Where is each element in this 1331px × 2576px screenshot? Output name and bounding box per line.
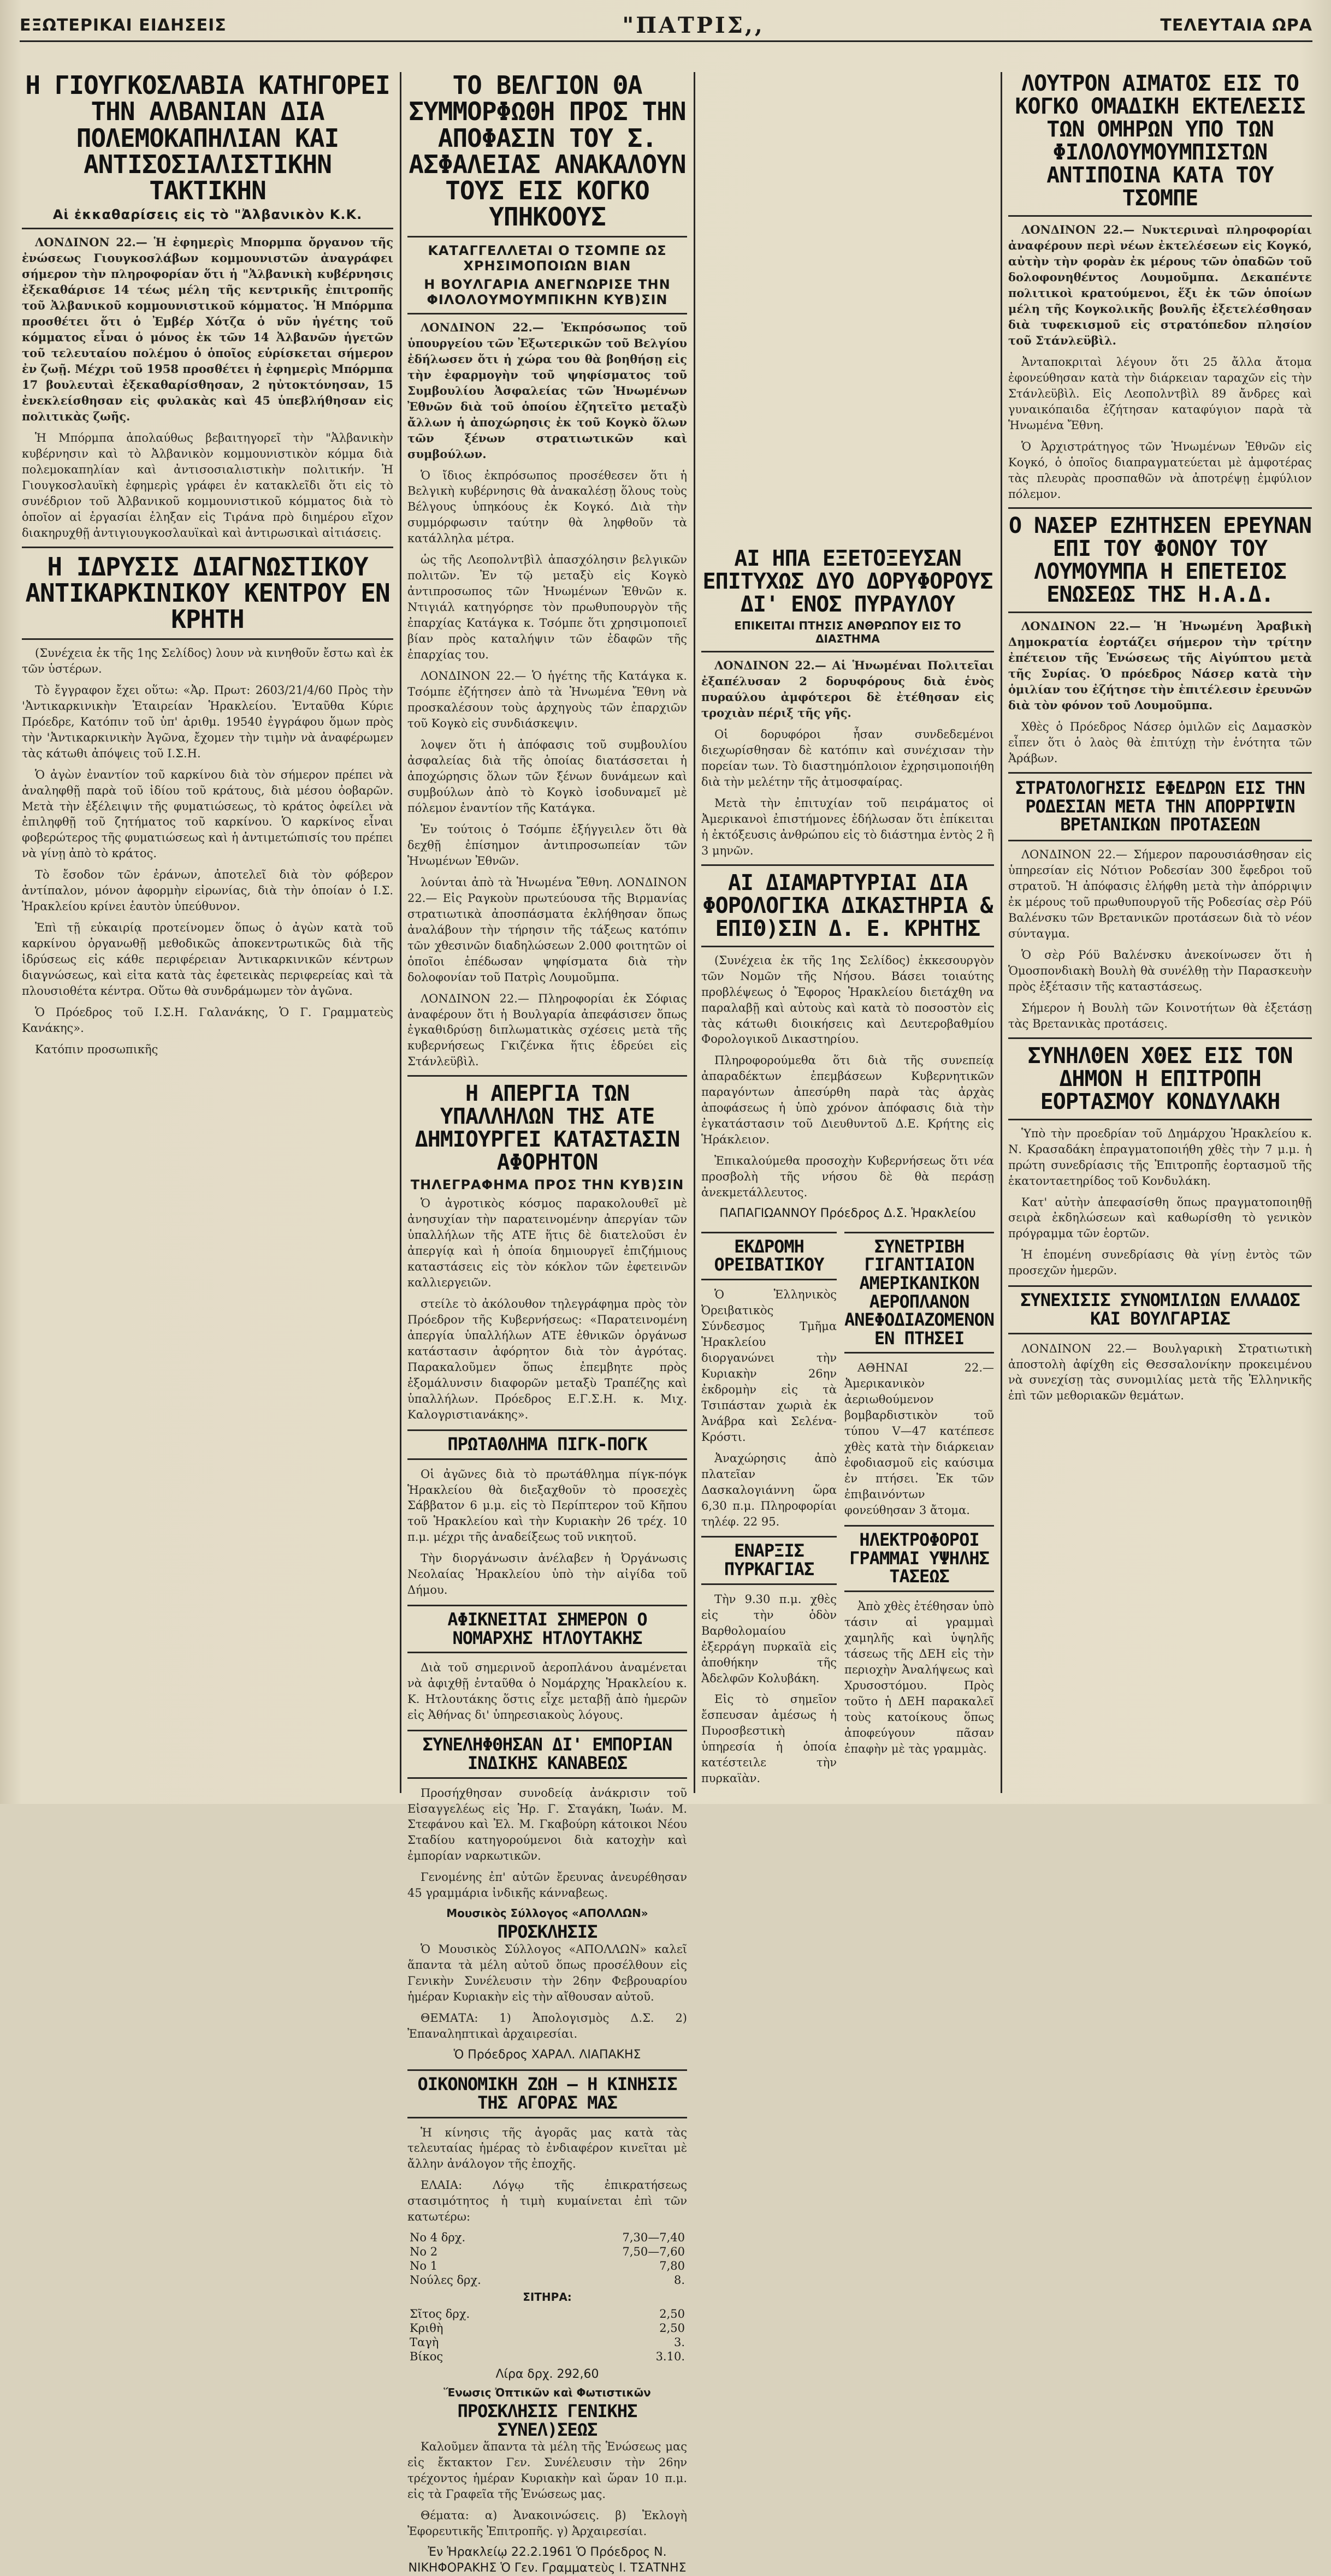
notice-org-apollon: Μουσικὸς Σύλλογος «ΑΠΟΛΛΩΝ»	[446, 1907, 648, 1920]
subheadline-space-flight: ΕΠΙΚΕΙΤΑΙ ΠΤΗΣΙΣ ΑΝΘΡΩΠΟΥ ΕΙΣ ΤΟ ΔΙΑΣΤΗΜΑ	[734, 619, 961, 645]
headline-belgium: ΤΟ ΒΕΛΓΙΟΝ ΘΑ ΣΥΜΜΟΡΦΩΘΗ ΠΡΟΣ ΤΗΝ ΑΠΟΦΑΣΙΝ ΤΟΥ Σ. ΑΣΦΑΛΕΙΑΣ ΑΝΑΚΑΛΟΥΝ ΤΟΥΣ ΕΙΣ ΚΟΓΚΟ ΥΠΗΚΟΟΥΣ	[409, 70, 686, 232]
article-cancer-center: (Συνέχεια ἐκ τῆς 1ης Σελίδος) λουν νὰ κινηθοῦν ἔστω καὶ ἐκ τῶν ὑστέρων. Τὸ ἔγγραφον ἔχει οὕτω: «Ἀρ. Πρωτ: 2603/21/4/60 Πρὸς τὴν 'Ἀντικαρκινικὴν Ἑταιρείαν Ἡρακλείου. Ἐνταῦθα Κύριε Πρόεδρε, Κατόπιν τοῦ ὑπ' ἀριθμ. 19540 ἐγγράφου ὅμων πρὸς τὴν 'Ἀντικαρκινικὴν Ἀγῶνα, ἔχομεν τὴν τιμὴν νὰ ἀναφέρωμεν τὰς κάτωθι ἀπόψεις τοῦ Ι.Σ.Η. Ὁ ἀγὼν ἐναντίον τοῦ καρκίνου διὰ τὸν σήμερον πρέπει νὰ ἀναληφθῇ παρὰ τοῦ ἰδίου τοῦ κράτους, διὰ μέσου ὀοβαρῶν. Μετὰ τὴν ἐξέλειψιν τῆς φυματιώσεως, τὸ κράτος ὀφείλει νὰ ἐπιληφθῇ τοῦ ζητήματος τοῦ καρκίνου. Ὁ καρκίνος εἶναι φοβερώτερος τῆς φυματιώσεως καὶ ἡ ἀντιμετώπισίς του πρέπει νὰ γίνῃ ἀπὸ τὸ κράτος. Τὸ ἔσοδον τῶν ἐράνων, ἀποτελεῖ διὰ τὸν φόβερον ἀντίπαλον, μόνον ἀφορμὴν εἰρωνίας, διὰ τὴν ὁποίαν ὁ Ι.Σ. Ἡρακλείου κρίνει ἑαυτὸν ὑπεύθυνον. Ἐπὶ τῇ εὐκαιρίᾳ προτείνομεν ὅπως ὁ ἀγὼν κατὰ τοῦ καρκίνου ὀργανωθῇ μεθοδικῶς ἀποκεντρωτικῶς διὰ τῆς ἱδρύσεως εἰς κάθε περιφέρειαν Ἀντικαρκινικῶν κέντρων διαγνώσεως, καὶ εἰτα κατὰ τὰς ἐφετεικὰς περιφερείας καὶ τὰ πλουσιοθέτα κέντρα. Οὕτω θὰ συνδράμωμεν τὸν ἀγῶνα. Ὁ Πρόεδρος τοῦ Ι.Σ.Η. Γαλανάκης, Ὁ Γ. Γραμματεὺς Κανάκης». Κατόπιν προσωπικῆς	[22, 646, 393, 1056]
article-market: Ἡ κίνησις τῆς ἀγορᾶς μας κατὰ τὰς τελευταίας ἡμέρας τὸ ἐνδιαφέρον κινεῖται μὲ ἄλλην ἀνάλογον τῆς ἐποχῆς. ΕΛΑΙΑ: Λόγῳ τῆς ἐπικρατήσεως στασιμότητος ἡ τιμὴ κυμαίνεται ἐπὶ τῶν κατωτέρω:	[407, 2126, 687, 2224]
headline-hiking-trip: ΕΚΔΡΟΜΗ ΟΡΕΙΒΑΤΙΚΟΥ	[714, 1236, 824, 1275]
headline-nasser: Ο ΝΑΣΕΡ ΕΖΗΤΗΣΕΝ ΕΡΕΥΝΑΝ ΕΠΙ ΤΟΥ ΦΟΝΟΥ ΤΟΥ ΛΟΥΜΟΥΜΠΑ Η ΕΠΕΤΕΙΟΣ ΕΝΩΣΕΩΣ ΤΗΣ Η.Α.Δ.	[1009, 513, 1311, 608]
article-nasser: ΛΟΝΔΙΝΟΝ 22.— Ἡ Ἡνωμένη Ἀραβικὴ Δημοκρατία ἑορτάζει σήμερον τὴν τρίτην ἐπέτειον τῆς Ἑνώσεως τῆς Αἰγύπτου μετὰ τῆς Συρίας. Ὁ πρόεδρος Νάσερ κατὰ τὴν ὁμιλίαν του ἐζήτησε τὴν ἐπιτέλεσιν ἐρευνῶν διὰ τὸν φόνον τοῦ Λουμοῦμπα. Χθὲς ὁ Πρόεδρος Νάσερ ὁμιλῶν εἰς Δαμασκὸν εἶπεν ὅτι ὁ λαὸς θὰ ἐπιτύχῃ τὴν ἑνότητα τῶν Ἀράβων.	[1008, 619, 1312, 765]
headline-power-lines: ΗΛΕΚΤΡΟΦΟΡΟΙ ΓΡΑΜΜΑΙ ΥΨΗΛΗΣ ΤΑΣΕΩΣ	[849, 1529, 989, 1587]
table-row: Κριθὴ 2,50	[410, 2322, 685, 2335]
table-row: Νο 1 7,80	[410, 2259, 685, 2273]
notice-invitation: Ὁ Μουσικὸς Σύλλογος «ΑΠΟΛΛΩΝ» καλεῖ ἅπαντα τὰ μέλη αὐτοῦ ὅπως προσέλθουν εἰς Γενικὴν Συνέλευσιν τὴν 26ην Φεβρουαρίου ἡμέραν Κυριακὴν εἰς τὴν αἴθουσαν αὐτοῦ. ΘΕΜΑΤΑ: 1) Ἀπολογισμὸς Δ.Σ. 2) Ἐπαναληπτικαὶ ἀρχαιρεσίαι.	[407, 1942, 687, 2040]
headline-market: ΟΙΚΟΝΟΜΙΚΗ ΖΩΗ — Η ΚΙΝΗΣΙΣ ΤΗΣ ΑΓΟΡΑΣ ΜΑΣ	[417, 2074, 677, 2113]
article-hemp-arrests: Προσήχθησαν συνοδείᾳ ἀνάκρισιν τοῦ Εἰσαγγελέως εἰς Ἡρ. Γ. Σταγάκη, Ἰωάν. Μ. Στεφάνου καὶ Ἐλ. Μ. Γκαβούρη κάτοικοι Νέου Σταδίου κατηγορούμενοι διὰ κατοχὴν καὶ ἐμπορίαν ναρκωτικῶν. Γενομένης ἐπ' αὐτῶν ἔρευνας ἀνευρέθησαν 45 γραμμάρια ἰνδικῆς κάνναβεως.	[407, 1786, 687, 1900]
subheadline-tshombe: ΚΑΤΑΓΓΕΛΛΕΤΑΙ Ο ΤΣΟΜΠΕ ΩΣ ΧΡΗΣΙΜΟΠΟΙΩΝ ΒΙΑΝ	[428, 242, 667, 274]
column-2	[407, 70, 687, 2575]
article-ping-pong: Οἱ ἀγῶνες διὰ τὸ πρωτάθλημα πίγκ-πόγκ Ἡρακλείου θὰ διεξαχθοῦν τὸ προσεχὲς Σάββατον 6 μ.μ. εἰς τὸ Περίπτερον τοῦ Κῆπου τοῦ Ἡρακλείου καὶ τὴν Κυριακὴν 26 τρέχ. 10 π.μ. μέχρι τῆς ἀναδείξεως τοῦ νικητοῦ. Τὴν διοργάνωσιν ἀνέλαβεν ἡ Ὀργάνωσις Νεολαίας Ἡρακλείου ὑπὸ τὴν αἰγίδα τοῦ Δήμου.	[407, 1467, 687, 1597]
article-kondylakis: Ὑπὸ τὴν προεδρίαν τοῦ Δημάρχου Ἡρακλείου κ. Ν. Κρασαδάκη ἐπραγματοποιήθη χθὲς τὴν 7 μ.μ. ἡ πρώτη συνεδρίασις τῆς Ἐπιτροπῆς ἑορτασμοῦ τῆς ἑκατονταετηρίδος τοῦ Κονδυλάκη. Κατ' αὐτὴν ἀπεφασίσθη ὅπως πραγματοποιηθῇ σειρὰ ἐκδηλώσεων καὶ καθωρίσθη τὸ γενικὸν πρόγραμμα τῶν ἑορτῶν. Ἡ ἑπομένη συνεδρίασις θὰ γίνῃ ἐντὸς τῶν προσεχῶν ἡμερῶν.	[1008, 1126, 1312, 1278]
headline-cancer-center: Η ΙΔΡΥΣΙΣ ΔΙΑΓΝΩΣΤΙΚΟΥ ΑΝΤΙΚΑΡΚΙΝΙΚΟΥ ΚΕΝΤΡΟΥ ΕΝ ΚΡΗΤΗ	[25, 551, 390, 634]
notice-signature: Ὁ Πρόεδρος ΧΑΡΑΛ. ΛΙΑΠΑΚΗΣ	[453, 2047, 641, 2062]
column-rule	[1001, 72, 1002, 1793]
masthead-bar	[20, 10, 1312, 42]
article-greece-bulgaria: ΛΟΝΔΙΝΟΝ 22.— Βουλγαρικὴ Στρατιωτικὴ ἀποστολὴ ἀφίχθη εἰς Θεσσαλονίκην προκειμένου νὰ συνεχίσῃ τὰς συνομιλίας μετὰ τῆς Ἑλληνικῆς ἐπὶ τῶν μεθοριακῶν θεμάτων.	[1008, 1342, 1312, 1403]
article-us-satellites: ΛΟΝΔΙΝΟΝ 22.— Αἱ Ἡνωμέναι Πολιτεῖαι ἐξαπέλυσαν 2 δορυφόρους διὰ ἑνὸς πυραύλου ἀμφότεροι δὲ ἐτέθησαν εἰς τροχιὰν πέριξ τῆς γῆς. Οἱ δορυφόροι ἦσαν συνδεδεμένοι διεχωρίσθησαν δὲ κατόπιν καὶ συνέχισαν τὴν πορείαν των. Τὸ διαστημόπλοιον ἐχρησιμοποιήθη διὰ τὴν μελέτην τῆς ἀτμοσφαίρας. Μετὰ τὴν ἐπιτυχίαν τοῦ πειράματος οἱ Ἀμερικανοὶ ἐπιστήμονες ἐδήλωσαν ὅτι ἐπίκειται ἡ ἐκτόξευσις ἀνθρώπου εἰς τὸ διάστημα ἐντὸς 2 ἢ 3 μηνῶν.	[701, 658, 994, 857]
article-plane-crash: ΑΘΗΝΑΙ 22.— Ἀμερικανικὸν ἀεριωθούμενον βομβαρδιστικὸν τοῦ τύπου V—47 κατέπεσε χθὲς κατὰ τὴν διάρκειαν ἐφοδιασμοῦ εἰς καύσιμα ἐν πτήσει. Ἐκ τῶν ἐπιβαινόντων φονεύθησαν 3 ἄτομα.	[844, 1361, 994, 1517]
grains-title: ΣΙΤΗΡΑ:	[523, 2290, 572, 2304]
notice-org-optical: Ἕνωσις Ὀπτικῶν καὶ Φωτιστικῶν	[443, 2385, 651, 2399]
headline-greece-bulgaria: ΣΥΝΕΧΙΣΙΣ ΣΥΝΟΜΙΛΙΩΝ ΕΛΛΑΔΟΣ ΚΑΙ ΒΟΥΛΓΑΡΙΑΣ	[1020, 1290, 1300, 1329]
column-rule	[400, 72, 401, 1793]
section-label-right: ΤΕΛΕΥΤΑΙΑ ΩΡΑ	[1160, 15, 1312, 35]
headline-hemp-arrests: ΣΥΝΕΛΗΦΘΗΣΑΝ ΔΙ' ΕΜΠΟΡΙΑΝ ΙΝΔΙΚΗΣ ΚΑΝΑΒΕΩΣ	[422, 1734, 672, 1773]
subheadline-bulgaria: Η ΒΟΥΛΓΑΡΙΑ ΑΝΕΓΝΩΡΙΣΕ ΤΗΝ ΦΙΛΟΛΟΥΜΟΥΜΠΙΚΗΝ ΚΥΒ)ΣΙΝ	[424, 276, 671, 307]
newspaper-title: "ΠΑΤΡΙΣ,,	[622, 12, 765, 38]
price-table-grains	[407, 2307, 687, 2364]
column-4	[1008, 72, 1312, 1793]
column-3	[701, 72, 994, 1793]
article-rhodesia: ΛΟΝΔΙΝΟΝ 22.— Σήμερον παρουσιάσθησαν εἰς ὑπηρεσίαν εἰς Νότιον Ροδεσίαν 300 ἔφεδροι τοῦ στρατοῦ. Ἡ ἀπόφασις ἐλήφθη μετὰ τὴν ἀπόρριψιν ἐκ μέρους τοῦ πρωθυπουργοῦ τῆς Ροδεσίας σὲρ Ρόϋ Βαλένσκυ τῶν Βρετανικῶν προτάσεων διὰ τὸ νέον σύνταγμα. Ὁ σὲρ Ρόϋ Βαλένσκυ ἀνεκοίνωσεν ὅτι ἡ Ὁμοσπονδιακὴ Βουλὴ θὰ συνέλθῃ τὴν Παρασκευὴν πρὸς ἐξέτασιν τῆς καταστάσεως. Σήμερον ἡ Βουλὴ τῶν Κοινοτήτων θὰ ἐξετάσῃ τὰς Βρετανικὰς προτάσεις.	[1008, 847, 1312, 1030]
headline-invitation: ΠΡΟΣΚΛΗΣΙΣ	[497, 1921, 598, 1943]
subheadline-albania: Αἱ ἐκκαθαρίσεις εἰς τὸ "Ἀλβανικὸν Κ.Κ.	[52, 207, 363, 223]
article-yugoslavia: ΛΟΝΔΙΝΟΝ 22.— Ἡ ἐφημερὶς Μπορμπα ὄργανον τῆς ἐνώσεως Γιουγκοσλάβων κομμουνιστῶν ἀναγράφει σήμερον τὴν πληροφορίαν ὅτι ἡ "Ἀλβανικὴ κυβέρνησις ἐξεκαθάρισε 14 τέως μέλη τῆς κεντρικῆς ἐπιτροπῆς τοῦ Ἀλβανικοῦ κομμουνιστικοῦ κόμματος. Ἡ Μπόρμπα προσθέτει ὅτι ὁ Ἐμβέρ Χότζα ὁ νῦν ἡγέτης τοῦ κόμματος εἶναι ὁ μόνος ἐκ τῶν 14 Ἀλβανῶν ἡγετῶν τοῦ τελευταίου πολέμου ὁ ὁποῖος εὑρίσκεται σήμερον ἐν ζωῇ. Μέχρι τοῦ 1958 προσθέτει ἡ ἐφημερὶς Μπόρμπα 17 βουλευταὶ ἐξεκαθαρίσθησαν, 2 ηὐτοκτόνησαν, 15 ἐνεκλείσθησαν εἰς φυλακὰς καὶ 45 ὑπεβλήθησαν εἰς πολιτικὰς ζωῆς. Ἡ Μπόρμπα ἀπολαύθως βεβαιτηγορεῖ τὴν "Ἀλβανικὴν κυβέρνησιν καὶ τὸ Ἀλβανικὸν κομμουνιστικὸν κόμμα διὰ πολεμοκαπηλίαν καὶ ἀντισοσιαλιστικὴν πολιτικήν. Ἡ Γιουγκοσλαυϊκὴ ἐφημερὶς γράφει ἐν κατακλεῖδι ὅτι εἰς τὸ συνέδριον τοῦ Ἀλβανικοῦ κομμουνιστικοῦ κόμματος διὰ τὸ ὁποῖον αἱ ἐργασίαι ἐληξαν εἰς Τιράνα πρὸ διημέρου εἴχον διακηρυχθῇ ἀντιγιουγκοσλαυϊκαὶ καὶ ἀντιρωσικαὶ αἰτιάσεις.	[22, 235, 393, 539]
column-1	[22, 72, 393, 1793]
article-fire: Τὴν 9.30 π.μ. χθὲς εἰς τὴν ὁδὸν Βαρθολομαίου ἐξερράγη πυρκαϊὰ εἰς ἀποθήκην τῆς Ἀδελφῶν Κολυβάκη. Εἰς τὸ σημεῖον ἔσπευσαν ἀμέσως ἡ Πυροσβεστικὴ ὑπηρεσία ἡ ὁποία κατέστειλε τὴν πυρκαϊὰν.	[701, 1592, 837, 1785]
notice-general-assembly: Καλοῦμεν ἅπαντα τὰ μέλη τῆς Ἑνώσεως μας εἰς ἔκτακτον Γεν. Συνέλευσιν τὴν 26ην τρέχοντος ἡμέραν Κυριακὴν καὶ ὥραν 10 π.μ. εἰς τὰ Γραφεῖα τῆς Ἑνώσεως μας. Θέματα: α) Ἀνακοινώσεις. β) Ἐκλογὴ Ἐφορευτικῆς Ἐπιτροπῆς. γ) Ἀρχαιρεσίαι.	[407, 2440, 687, 2538]
headline-kondylakis: ΣΥΝΗΛΘΕΝ ΧΘΕΣ ΕΙΣ ΤΟΝ ΔΗΜΟΝ Η ΕΠΙΤΡΟΠΗ ΕΟΡΤΑΣΜΟΥ ΚΟΝΔΥΛΑΚΗ	[1027, 1043, 1293, 1114]
section-label-left: ΕΞΩΤΕΡΙΚΑΙ ΕΙΔΗΣΕΙΣ	[20, 15, 227, 35]
table-row: Βίκος 3.10.	[410, 2350, 685, 2364]
price-table-olive	[407, 2230, 687, 2287]
headline-ate-strike: Η ΑΠΕΡΓΙΑ ΤΩΝ ΥΠΑΛΛΗΛΩΝ ΤΗΣ ΑΤΕ ΔΗΜΙΟΥΡΓΕΙ ΚΑΤΑΣΤΑΣΙΝ ΑΦΟΡΗΤΟΝ	[415, 1081, 680, 1176]
headline-general-assembly: ΠΡΟΣΚΛΗΣΙΣ ΓΕΝΙΚΗΣ ΣΥΝΕΛ)ΣΕΩΣ	[457, 2400, 637, 2440]
headline-ping-pong: ΠΡΩΤΑΘΛΗΜΑ ΠΙΓΚ-ΠΟΓΚ	[447, 1433, 647, 1455]
article-congo-bloodbath: ΛΟΝΔΙΝΟΝ 22.— Νυκτεριναὶ πληροφορίαι ἀναφέρουν περὶ νέων ἐκτελέσεων εἰς Κογκό, αὐτὴν τὴν φορὰν ἐκ μέρους τῶν ὀπαδῶν τοῦ δολοφονηθέντος Λουμοῦμπα. Δεκαπέντε πολιτικοὶ κρατούμενοι, ἕξι ἐκ τῶν ὁποίων μέλη τῆς Κογκολικῆς βουλῆς ἐξετελέσθησαν διὰ τυφεκισμοῦ εἰς στρατόπεδον πλησίον τοῦ Στάνλεϋβὶλ. Ἀνταποκριταὶ λέγουν ὅτι 25 ἄλλα ἄτομα ἐφονεύθησαν κατὰ τὴν διάρκειαν ταραχῶν εἰς τὴν Στάνλεϋβὶλ. Εἰς Λεοπολντβὶλ 89 ἄνδρες καὶ γυναικόπαιδα ἐζήτησαν καταφύγιον παρὰ τὰ Ἡνωμένα Ἔθνη. Ὁ Ἀρχιστράτηγος τῶν Ἡνωμένων Ἐθνῶν εἰς Κογκό, ὁ ὁποῖος διαπραγματεύεται μὲ ἀμφοτέρας τὰς πλευρὰς προσπαθῶν νὰ ἀποτρέψῃ ἐμφύλιον πόλεμον.	[1008, 223, 1312, 501]
article-belgium: ΛΟΝΔΙΝΟΝ 22.— Ἐκπρόσωπος τοῦ ὑπουργείου τῶν Ἐξωτερικῶν τοῦ Βελγίου ἐδήλωσεν ὅτι ἡ χώρα του θὰ βοηθήσῃ εἰς τὴν ἐφαρμογὴν τοῦ ψηφίσματος τοῦ Συμβουλίου Ἀσφαλείας τῶν Ἡνωμένων Ἐθνῶν διὰ τοῦ ὁποίου ἐζητεῖτο μεταξὺ ἄλλων ἡ ἀποχώρησις ἐκ τοῦ Κογκὸ ὅλων τῶν ξένων στρατιωτικῶν καὶ συμβούλων. Ὁ ἴδιος ἐκπρόσωπος προσέθεσεν ὅτι ἡ Βελγικὴ κυβέρνησις θὰ ἀνακαλέσῃ ὅλους τοὺς Βέλγους ὑπηκόους ἐκ Κογκό. Διὰ τὴν συμμόρφωσιν ταύτην θὰ ληφθοῦν τὰ κατάλληλα μέτρα. ὡς τῆς Λεοπολντβὶλ ἀπασχόλησιν βελγικῶν πολιτῶν. Ἐν τῷ μεταξὺ εἰς Κογκὸ ἀντιπροσωπος τῶν Ἡνωμένων Ἐθνῶν κ. Ντιγιάλ κατηγόρησε τὸν πρωθυπουργὸν τῆς ἐπαρχίας Κατάγκα κ. Τσόμπε ὅτι χρησιμοποιεῖ βίαν πρὸς καταλήψιν τῶν ἐδαφῶν τῆς ἐπαρχίας του. ΛΟΝΔΙΝΟΝ 22.— Ὁ ἡγέτης τῆς Κατάγκα κ. Τσόμπε ἐζήτησεν ἀπὸ τὰ Ἡνωμένα Ἔθνη νὰ προσκαλέσουν τοὺς ἀρχηγοὺς τῶν ἐπαρχιῶν τοῦ Κογκὸ εἰς συνδιάσκεψιν. λοψεν ὅτι ἡ ἀπόφασις τοῦ συμβουλίου ἀσφαλείας διὰ τῆς ὁποίας διατάσσεται ἡ ἀποχώρησις ὅλων τῶν ξένων δυνάμεων καὶ συμβούλων ἀπὸ τὸ Κογκὸ ἰσοδυναμεῖ μὲ πόλεμον ἐναντίον τῆς Κατάγκα. Ἐν τούτοις ὁ Τσόμπε ἐξήγγειλεν ὅτι θὰ δεχθῇ ἐπίσημον ἀντιπροσωπείαν τῶν Ἡνωμένων Ἐθνῶν. λούνται ἀπὸ τὰ Ἡνωμένα Ἔθνη. ΛΟΝΔΙΝΟΝ 22.— Εἰς Ραγκοὺν πρωτεύουσα τῆς Βιρμανίας στρατιωτικὰ ἀποσπάσματα ἐκλήθησαν ὅπως ἀναλάβουν τὴν τήρησιν τῆς τάξεως κατόπιν τῶν χθεσινῶν διαδηλώσεων 2.000 φοιτητῶν οἱ ὁποῖοι ἐπέδωσαν ψηφίσματα διὰ τὴν δολοφονίαν τοῦ Πατρὶς Λουμοῦμπα. ΛΟΝΔΙΝΟΝ 22.— Πληροφορίαι ἐκ Σόφιας ἀναφέρουν ὅτι ἡ Βουλγαρία ἀπεφάσισεν ὅπως ἐγκαθιδρύσῃ διπλωματικὰς σχέσεις μετὰ τῆς κυβερνήσεως Γκιζένκα ἥτις ἑδρεύει εἰς Στάνλεϋβὶλ.	[407, 320, 687, 1069]
subheadline-telegram: ΤΗΛΕΓΡΑΦΗΜΑ ΠΡΟΣ ΤΗΝ ΚΥΒ)ΣΙΝ	[410, 1177, 684, 1193]
table-row: Ταγὴ 3.	[410, 2336, 685, 2349]
notice-signature-2: Ἐν Ἡρακλείῳ 22.2.1961 Ὁ Πρόεδρος Ν. ΝΙΚΗΦΟΡΑΚΗΣ Ὁ Γεν. Γραμματεὺς Ι. ΤΣΑΤΝΗΣ	[408, 2545, 687, 2575]
table-row: Νούλες δρχ. 8.	[410, 2274, 685, 2287]
headline-tax-courts: ΑΙ ΔΙΑΜΑΡΤΥΡΙΑΙ ΔΙΑ ΦΟΡΟΛΟΓΙΚΑ ΔΙΚΑΣΤΗΡΙΑ & ΕΠΙΘ)ΣΙΝ Δ. Ε. ΚΡΗΤΗΣ	[702, 870, 993, 941]
article-ate-strike: Ὁ ἀγροτικὸς κόσμος παρακολουθεῖ μὲ ἀνησυχίαν τὴν παρατεινομένην ἀπεργίαν τῶν ὑπαλλήλων τῆς ΑΤΕ ἥτις δὲ διατελοῦσι ἐν ἀπεργίᾳ καὶ ἡ ὁποία δημιουργεῖ ἐπιζήμιους καταστάσεις εἰς τὸν κόκλον τῶν ἐφετεινῶν καλλιεργειῶν. στείλε τὸ ἀκόλουθον τηλεγράφημα πρὸς τὸν Πρόεδρον τῆς Κυβερνήσεως: «Παρατεινομένη ἀπεργία ὑπαλλήλων ΑΤΕ ἐθνικῶν ὀργάνωσ κατάστασιν ἀφόρητον διὰ τὸν ἀγρότας. Παρακαλοῦμεν ὅπως ἐπεμβητε πρὸς ἐξομάλυνσιν διαφορῶν μεταξὺ Τραπέζης καὶ ὑπαλλήλων. Πρόεδρος Ε.Γ.Σ.Η. κ. Μιχ. Καλογριστιανάκης».	[407, 1197, 687, 1421]
gold-price: Λίρα δρχ. 292,60	[495, 2367, 599, 2382]
table-row: Σῖτος δρχ. 2,50	[410, 2307, 685, 2321]
headline-plane-crash: ΣΥΝΕΤΡΙΒΗ ΓΙΓΑΝΤΙΑΙΟΝ ΑΜΕΡΙΚΑΝΙΚΟΝ ΑΕΡΟΠΛΑΝΟΝ ΑΝΕΦΟΔΙΑΖΟΜΕΝΟΝ ΕΝ ΠΤΗΣΕΙ	[844, 1236, 994, 1349]
article-hiking-trip: Ὁ Ἑλληνικὸς Ὀρειβατικὸς Σύνδεσμος Τμῆμα Ἡρακλείου διοργανώνει τὴν Κυριακὴν 26ην ἐκδρομὴν εἰς τὰ Τσιπάσταν χωριὰ ἐκ Ἀνάβρα καὶ Σελένα-Κρόστι. Ἀναχώρησις ἀπὸ πλατεῖαν Δασκαλογιάννη ὥρα 6,30 π.μ. Πληροφορίαι τηλέφ. 22 95.	[701, 1287, 837, 1528]
table-row: Νο 4 δρχ. 7,30—7,40	[410, 2231, 685, 2245]
headline-us-satellites: ΑΙ ΗΠΑ ΕΞΕΤΟΞΕΥΣΑΝ ΕΠΙΤΥΧΩΣ ΔΥΟ ΔΟΡΥΦΟΡΟΥΣ ΔΙ' ΕΝΟΣ ΠΥΡΑΥΛΟΥ	[702, 546, 993, 617]
tax-courts-signature: ΠΑΠΑΓΙΩΑΝΝΟΥ Πρόεδρος Δ.Σ. Ἡρακλείου	[719, 1207, 976, 1221]
headline-yugoslavia: Η ΓΙΟΥΓΚΟΣΛΑΒΙΑ ΚΑΤΗΓΟΡΕΙ ΤΗΝ ΑΛΒΑΝΙΑΝ ΔΙΑ ΠΟΛΕΜΟΚΑΠΗΛΙΑΝ ΚΑΙ ΑΝΤΙΣΟΣΙΑΛΙΣΤΙΚΗΝ ΤΑΚΤΙΚΗΝ	[25, 70, 390, 206]
headline-prefect-arrives: ΑΦΙΚΝΕΙΤΑΙ ΣΗΜΕΡΟΝ Ο ΝΟΜΑΡΧΗΣ ΗΤΛΟΥΤΑΚΗΣ	[447, 1609, 647, 1648]
headline-rhodesia: ΣΤΡΑΤΟΛΟΓΗΣΙΣ ΕΦΕΔΡΩΝ ΕΙΣ ΤΗΝ ΡΟΔΕΣΙΑΝ ΜΕΤΑ ΤΗΝ ΑΠΟΡΡΙΨΙΝ ΒΡΕΤΑΝΙΚΩΝ ΠΡΟΤΑΣΕΩΝ	[1015, 777, 1305, 835]
article-tax-courts: (Συνέχεια ἐκ τῆς 1ης Σελίδος) ἐκκεσουργὸν τῶν Νομῶν τῆς Νήσου. Βάσει τοιαύτης προβλέψεως ὁ Ἔφορος Ἡρακλείου διετάχθη να παραλαβῇ καὶ αὐτοὺς καὶ κατὰ τὸ ποσοστὸν εἰς τὰς κάτωθι διοικήσεις καὶ Δευτεροβαθμίου Φορολογικοῦ Δικαστηρίου. Πληροφορούμεθα ὅτι διὰ τῆς συνεπείᾳ ἀπαραδέκτων ἐπεμβάσεων Κυβερνητικῶν παραγόντων ἀπεσύρθη παρὰ τὰς ἀρχὰς ἀποφάσεως ἡ ὑπὸ χρόνον ἀπόφασις διὰ τὴν ἐγκατάστασιν τοῦ Διευθυντοῦ Δ.Ε. Κρήτης εἰς Ἡράκλειον. Ἐπικαλούμεθα προσοχὴν Κυβερνήσεως ὅτι νέα προσβολὴ τῆς νήσου δὲ θὰ περάσῃ ἀνεκμετάλλευτος.	[701, 953, 994, 1200]
article-power-lines: Ἀπὸ χθὲς ἐτέθησαν ὑπὸ τάσιν αἱ γραμμαὶ χαμηλῆς καὶ ὑψηλῆς τάσεως τῆς ΔΕΗ εἰς τὴν περιοχὴν Ἀναλήψεως καὶ Χρυσοστόμου. Πρὸς τοῦτο ἡ ΔΕΗ παρακαλεῖ τοὺς κατοίκους ὅπως ἀποφεύγουν πᾶσαν ἐπαφὴν μὲ τὰς γραμμὰς.	[844, 1599, 994, 1755]
headline-fire: ΕΝΑΡΞΙΣ ΠΥΡΚΑΓΙΑΣ	[724, 1540, 814, 1580]
table-row: Νο 2 7,50—7,60	[410, 2245, 685, 2259]
headline-congo-bloodbath: ΛΟΥΤΡΟΝ ΑΙΜΑΤΟΣ ΕΙΣ ΤΟ ΚΟΓΚΟ ΟΜΑΔΙΚΗ ΕΚΤΕΛΕΣΙΣ ΤΩΝ ΟΜΗΡΩΝ ΥΠΟ ΤΩΝ ΦΙΛΟΛΟΥΜΟΥΜΠΙΣΤΩΝ ΑΝΤΙΠΟΙΝΑ ΚΑΤΑ ΤΟΥ ΤΣΟΜΠΕ	[1015, 71, 1305, 211]
column-rule	[694, 72, 695, 1793]
article-prefect-arrives: Διὰ τοῦ σημερινοῦ ἀεροπλάνου ἀναμένεται νὰ ἀφιχθῇ ἐνταῦθα ὁ Νομάρχης Ἡρακλείου κ. Κ. Ητλουτάκης ὅστις εἶχε μεταβῇ ἀπὸ ἡμερῶν εἰς Ἀθήνας δι' ὑπηρεσιακοὺς λόγους.	[407, 1661, 687, 1722]
